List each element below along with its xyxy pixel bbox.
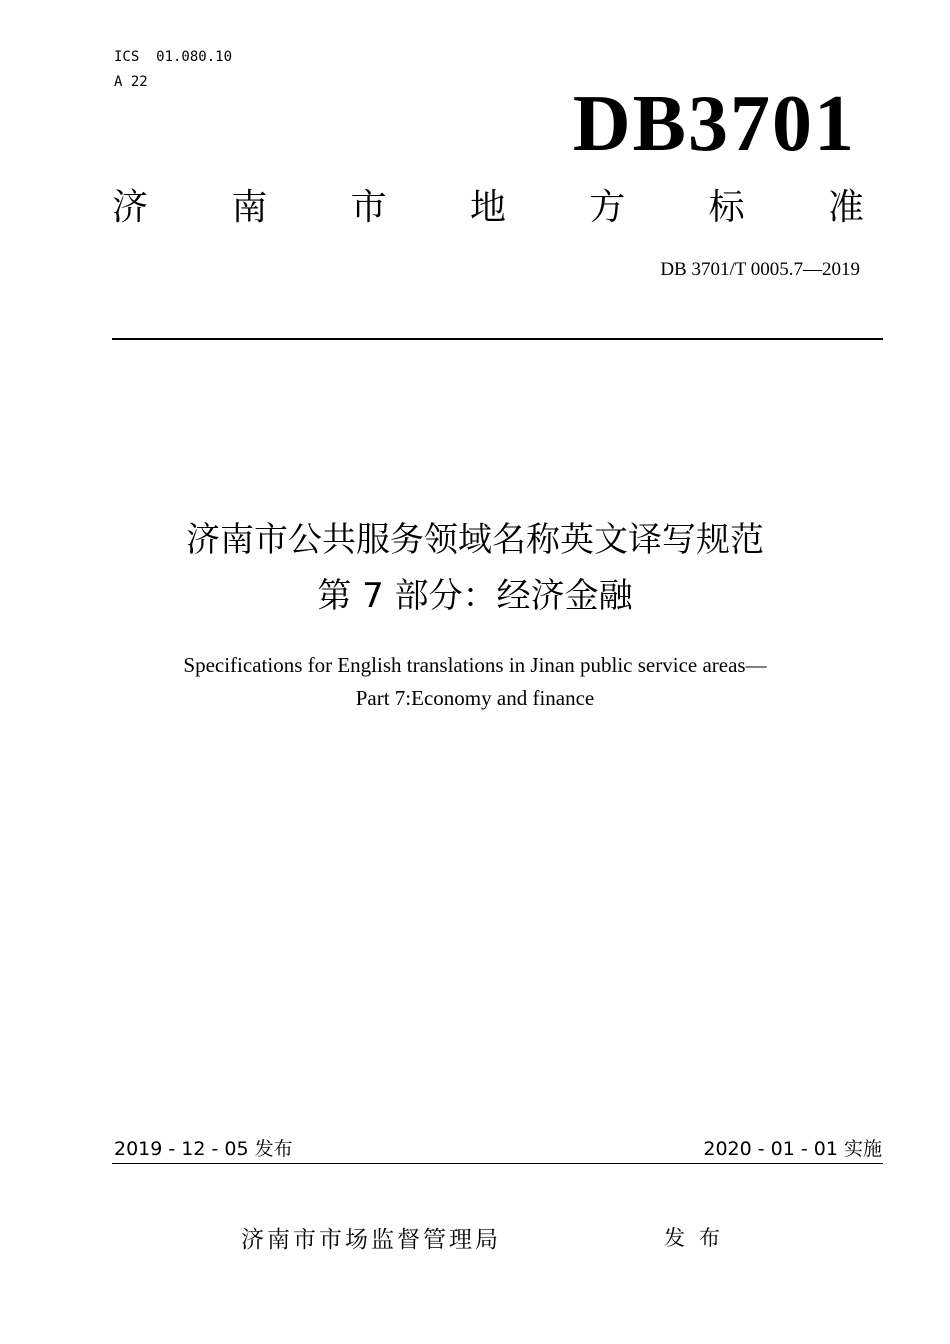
standard-type-char: 标 xyxy=(708,187,745,228)
chinese-title-line-1: 济南市公共服务领域名称英文译写规范 xyxy=(186,520,764,560)
issue-date: 2019 - 12 - 05 发布 xyxy=(114,1138,293,1160)
standard-number: DB 3701/T 0005.7—2019 xyxy=(660,259,860,280)
english-title-line-2: Part 7:Economy and finance xyxy=(355,686,595,710)
standard-type-char: 地 xyxy=(469,187,506,228)
standard-code: DB3701 xyxy=(572,80,856,168)
footer-divider xyxy=(112,1163,883,1164)
standard-type xyxy=(112,186,864,230)
standard-type-char: 准 xyxy=(827,187,864,228)
standard-type-char: 方 xyxy=(589,187,626,228)
header-divider xyxy=(112,338,883,340)
standard-type-char: 南 xyxy=(231,187,268,228)
classification-code: A 22 xyxy=(114,74,148,90)
chinese-title-line-2: 第 7 部分：经济金融 xyxy=(317,576,633,616)
ics-code: ICS 01.080.10 xyxy=(114,49,233,65)
implementation-date: 2020 - 01 - 01 实施 xyxy=(703,1138,882,1160)
issue-label: 发布 xyxy=(664,1226,734,1250)
standard-type-char: 市 xyxy=(350,187,387,228)
standard-type-char: 济 xyxy=(112,187,149,228)
issuing-authority: 济南市市场监督管理局 xyxy=(241,1227,501,1253)
english-title-line-1: Specifications for English translations in Jinan public service areas— xyxy=(183,653,767,677)
